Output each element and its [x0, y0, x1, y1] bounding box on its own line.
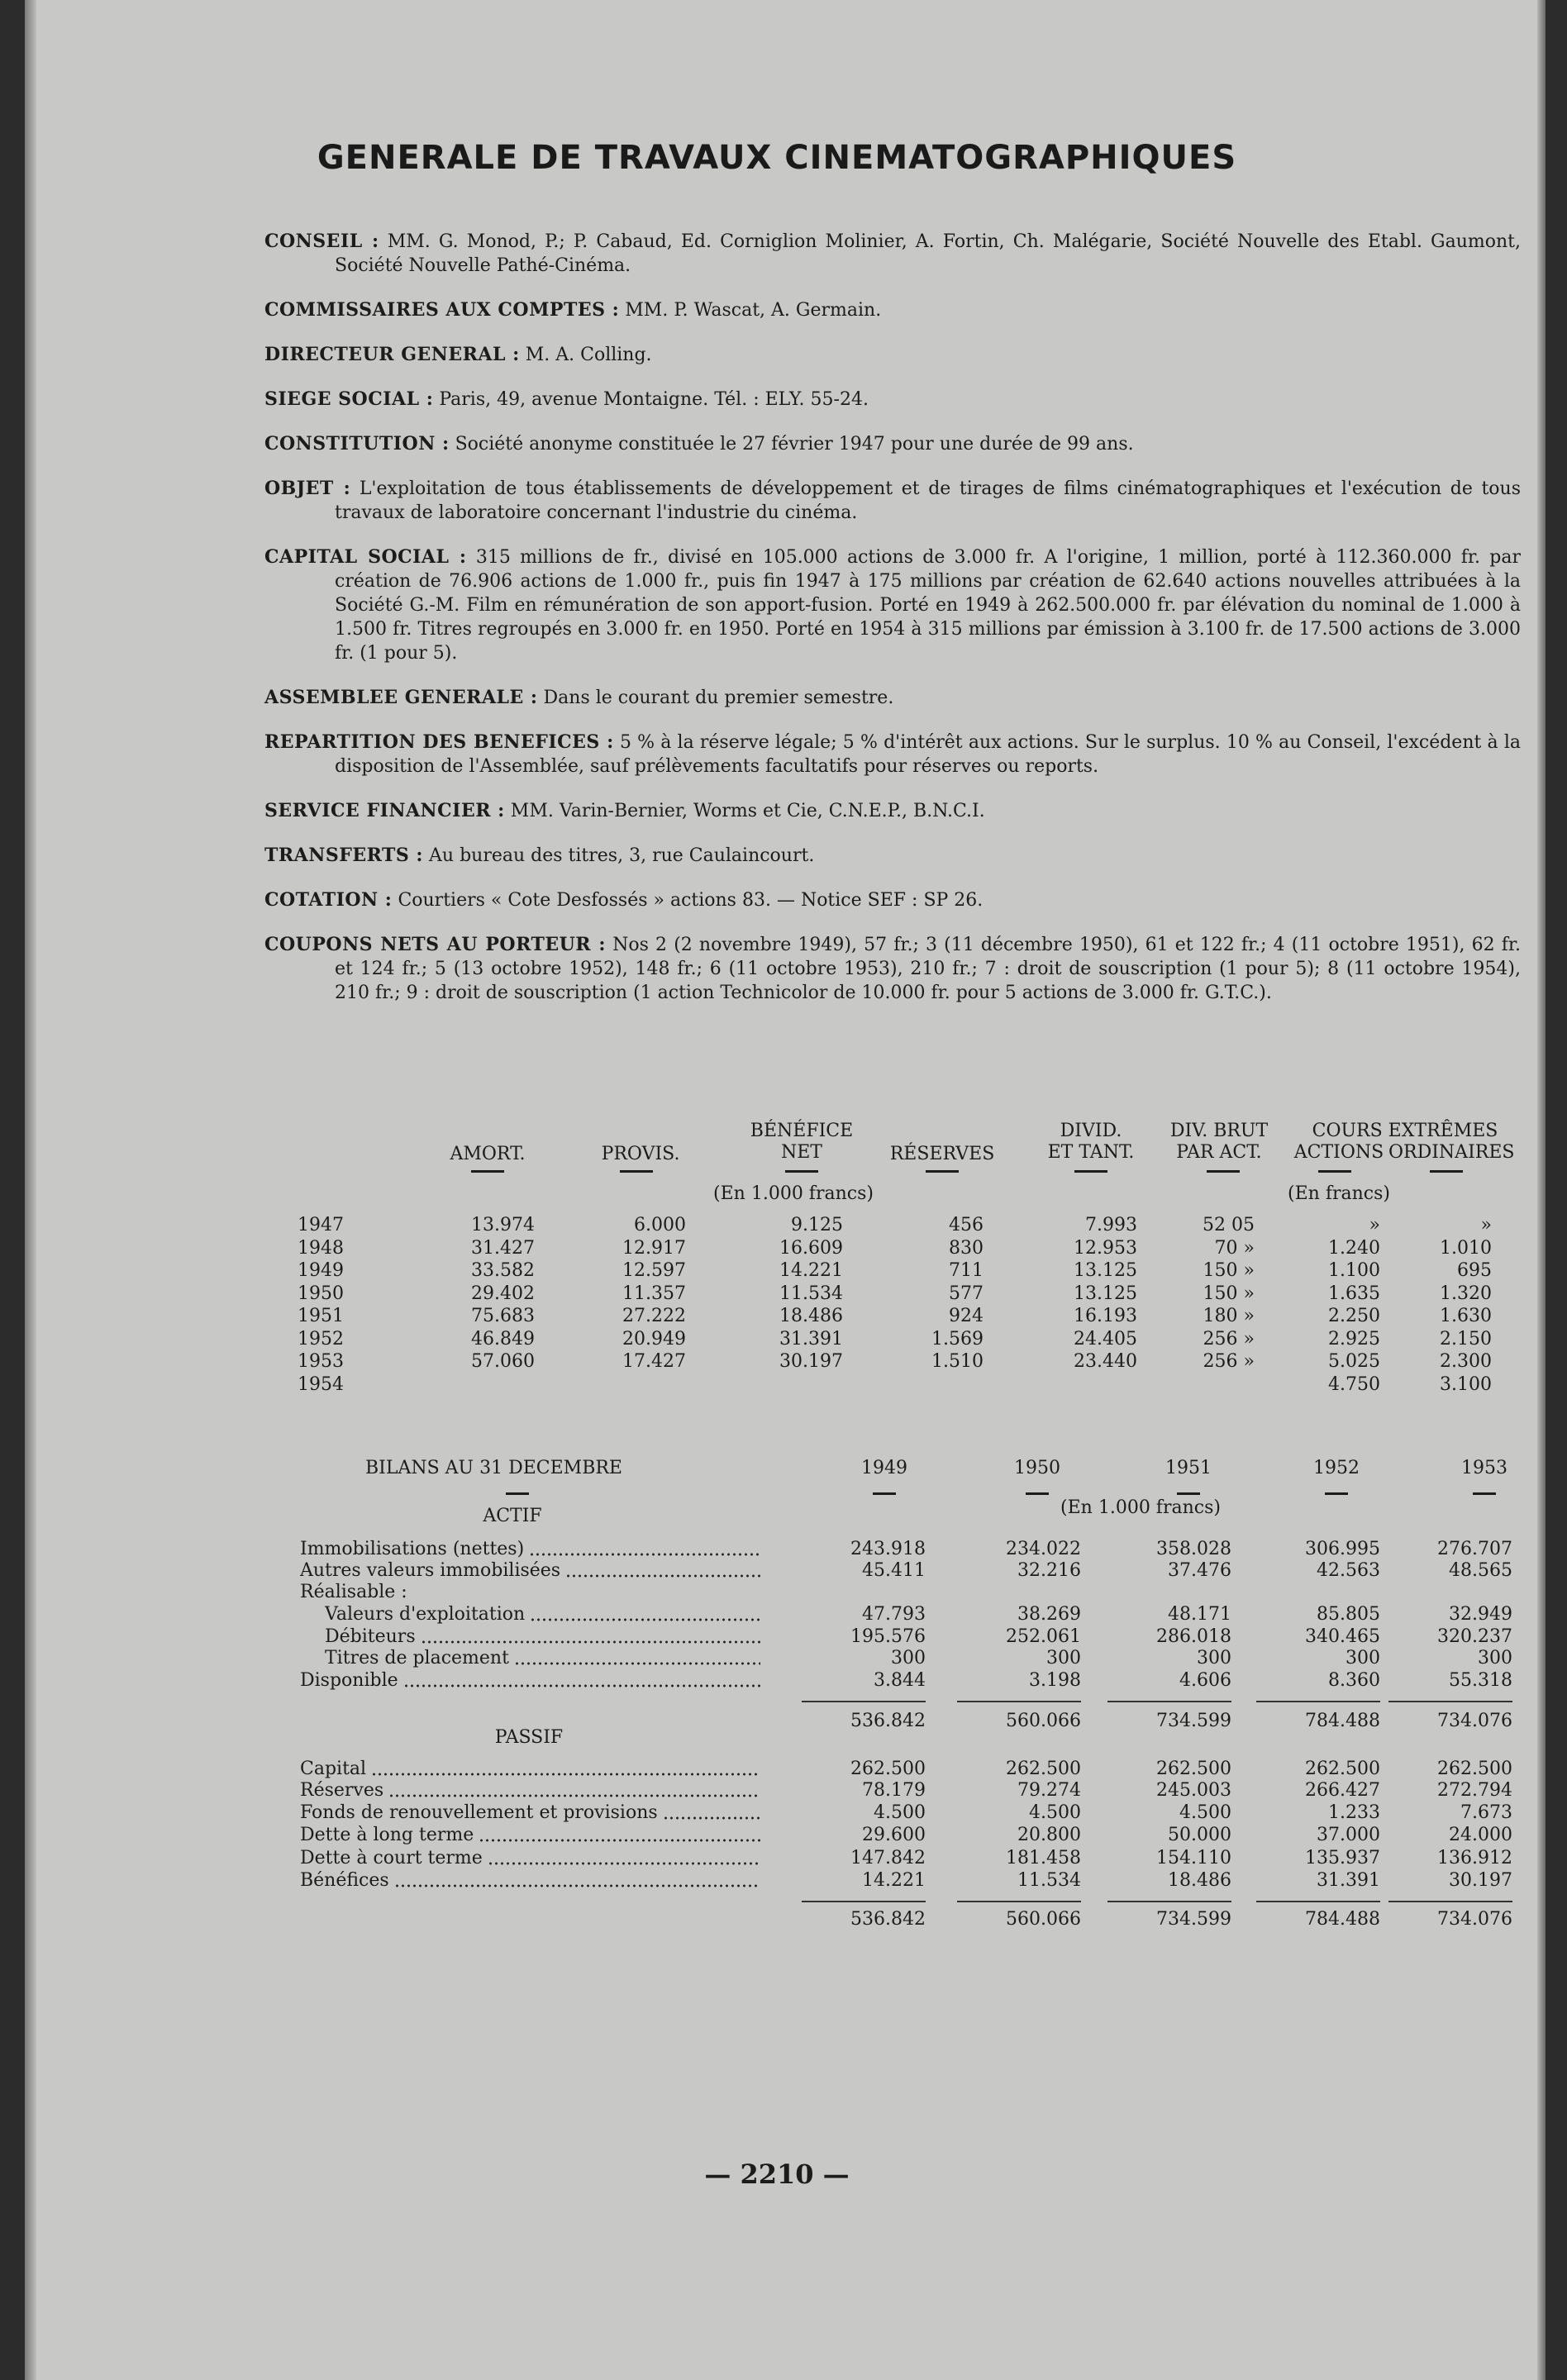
- results-cell-high: 4.750: [1328, 1373, 1380, 1395]
- entry-text: Au bureau des titres, 3, rue Caulaincourt.: [429, 845, 815, 866]
- results-cell-divbrut: 150 »: [1203, 1260, 1255, 1281]
- total-rule: [957, 1701, 1081, 1702]
- results-cell-provis: 20.949: [622, 1328, 686, 1349]
- dot-leader: [371, 1759, 760, 1780]
- bilans-cell: 32.949: [1449, 1604, 1512, 1625]
- document-page: [25, 0, 1546, 2380]
- entry-text: M. A. Colling.: [525, 345, 652, 365]
- actif-total-cell: 734.076: [1437, 1711, 1512, 1731]
- bilans-cell: 195.576: [850, 1626, 926, 1647]
- bilans-cell: 42.563: [1317, 1560, 1380, 1581]
- results-cell-low: 695: [1457, 1260, 1492, 1281]
- results-cell-divbrut: 180 »: [1203, 1306, 1255, 1326]
- bilans-cell: 262.500: [850, 1759, 926, 1779]
- underline-dash: [873, 1492, 896, 1495]
- bilans-cell: 252.061: [1006, 1626, 1081, 1647]
- header-benefice-2: NET: [781, 1142, 822, 1163]
- header-divid-1: DIVID.: [1060, 1121, 1122, 1141]
- entry-text: Courtiers « Cote Desfossés » actions 83. — Notice SEF : SP 26.: [398, 890, 984, 911]
- bilans-cell: 136.912: [1437, 1848, 1512, 1868]
- results-year: 1954: [298, 1373, 344, 1395]
- bilans-cell: 154.110: [1156, 1848, 1231, 1868]
- results-year: 1952: [298, 1328, 344, 1349]
- bilans-cell: 11.534: [1017, 1870, 1081, 1891]
- entry-label: SIEGE SOCIAL :: [264, 388, 434, 410]
- bilans-cell: 266.427: [1305, 1780, 1380, 1801]
- bilans-cell: 1.233: [1328, 1802, 1380, 1823]
- passif-total-cell: 536.842: [850, 1909, 926, 1930]
- page-left-edge: [25, 0, 36, 2380]
- results-cell-benefice: 18.486: [779, 1306, 843, 1326]
- total-rule: [1256, 1901, 1380, 1902]
- total-rule: [802, 1901, 926, 1902]
- entry-label: CAPITAL SOCIAL :: [264, 546, 467, 568]
- bilans-cell: 286.018: [1156, 1626, 1231, 1647]
- dot-leader: [388, 1780, 760, 1802]
- bilans-cell: 4.500: [1029, 1802, 1081, 1823]
- results-cell-high: 5.025: [1328, 1351, 1380, 1372]
- bilans-year: 1952: [1313, 1458, 1360, 1478]
- bilans-year: 1950: [1014, 1458, 1060, 1478]
- entry-text: 315 millions de fr., divisé en 105.000 actions de 3.000 fr. A l'origine, 1 million, porté à 112.360.000 fr. par création de 76.906 actions de 1.000 fr., puis fin 1947 à 175 millions par création de 62.640 actions nouvelles attribuées à la Société G.-M. Film en rémunération de son apport-fusion. Porté en 1949 à 262.500.000 fr. par élévation du nominal de 1.000 à 1.500 fr. Titres regroupés en 3.000 fr. en 1950. Porté en 1954 à 315 millions par émission à 3.100 fr. de 17.500 actions de 3.000 fr. (1 pour 5).: [335, 547, 1521, 664]
- bilans-unit: (En 1.000 francs): [1060, 1497, 1221, 1518]
- actif-total-cell: 560.066: [1006, 1711, 1081, 1731]
- bilans-cell: 300: [1346, 1648, 1380, 1668]
- underline-dash: [1325, 1492, 1348, 1495]
- results-cell-amort: 29.402: [471, 1283, 535, 1304]
- bilans-cell: 262.500: [1006, 1759, 1081, 1779]
- total-rule: [1256, 1701, 1380, 1702]
- results-year: 1947: [298, 1215, 344, 1235]
- bilans-cell: 340.465: [1305, 1626, 1380, 1647]
- header-benefice-1: BÉNÉFICE: [750, 1121, 854, 1141]
- bilans-cell: 181.458: [1006, 1848, 1081, 1868]
- bilans-cell: 262.500: [1156, 1759, 1231, 1779]
- bilans-cell: 243.918: [850, 1539, 926, 1559]
- results-cell-provis: 12.597: [622, 1260, 686, 1281]
- entry-text: MM. P. Wascat, A. Germain.: [625, 300, 882, 321]
- bilans-cell: 38.269: [1017, 1604, 1081, 1625]
- bilans-row-label: Dette à long terme: [300, 1825, 474, 1845]
- results-cell-divid: 24.405: [1074, 1328, 1137, 1349]
- info-entry: [264, 545, 1521, 665]
- bilans-cell: 32.216: [1017, 1560, 1081, 1581]
- underline-dash: [1430, 1170, 1463, 1173]
- info-entry: [264, 230, 1521, 278]
- passif-total-cell: 560.066: [1006, 1909, 1081, 1930]
- info-entry: [264, 933, 1521, 1005]
- entry-label: DIRECTEUR GENERAL :: [264, 344, 520, 365]
- bilans-cell: 45.411: [862, 1560, 926, 1581]
- bilans-cell: 135.937: [1305, 1848, 1380, 1868]
- results-cell-divid: 13.125: [1074, 1260, 1137, 1281]
- entry-text: Paris, 49, avenue Montaigne. Tél. : ELY. 55-24.: [439, 389, 869, 410]
- results-cell-divid: 7.993: [1085, 1215, 1137, 1235]
- bilans-cell: 4.500: [874, 1802, 926, 1823]
- bilans-year: 1949: [861, 1458, 907, 1478]
- bilans-row-label: Capital: [300, 1759, 367, 1779]
- bilans-cell: 358.028: [1156, 1539, 1231, 1559]
- results-cell-provis: 11.357: [622, 1283, 686, 1304]
- bilans-cell: 320.237: [1437, 1626, 1512, 1647]
- results-cell-amort: 57.060: [471, 1351, 535, 1372]
- header-divid-2: ET TANT.: [1047, 1142, 1135, 1163]
- dot-leader: [488, 1848, 760, 1869]
- bilans-cell: 3.844: [874, 1670, 926, 1691]
- page-title: GENERALE DE TRAVAUX CINEMATOGRAPHIQUES: [317, 139, 1237, 177]
- bilans-row-label: Autres valeurs immobilisées: [300, 1560, 561, 1581]
- results-cell-amort: 46.849: [471, 1328, 535, 1349]
- bilans-row-label: Réserves: [300, 1780, 384, 1801]
- bilans-row-label: Débiteurs: [325, 1626, 416, 1647]
- header-divbrut-2: PAR ACT.: [1176, 1142, 1262, 1163]
- bilans-cell: 300: [1046, 1648, 1081, 1668]
- results-cell-low: »: [1480, 1215, 1492, 1235]
- bilans-cell: 20.800: [1017, 1825, 1081, 1845]
- info-entry: [264, 799, 1521, 823]
- bilans-row-label: Bénéfices: [300, 1870, 389, 1891]
- underline-dash: [506, 1492, 529, 1495]
- actif-label: ACTIF: [483, 1506, 542, 1526]
- bilans-cell: 272.794: [1437, 1780, 1512, 1801]
- total-rule: [1388, 1701, 1512, 1702]
- bilans-row-label: Dette à court terme: [300, 1848, 483, 1868]
- bilans-cell: 234.022: [1006, 1539, 1081, 1559]
- header-cours-1: COURS EXTRÊMES: [1312, 1121, 1498, 1141]
- bilans-cell: 30.197: [1449, 1870, 1512, 1891]
- bilans-cell: 147.842: [850, 1848, 926, 1868]
- bilans-cell: 300: [1478, 1648, 1512, 1668]
- underline-dash: [1026, 1492, 1049, 1495]
- bilans-cell: 31.391: [1317, 1870, 1380, 1891]
- bilans-cell: 276.707: [1437, 1539, 1512, 1559]
- entry-text: Nos 2 (2 novembre 1949), 57 fr.; 3 (11 décembre 1950), 61 et 122 fr.; 4 (11 octobre 1951), 62 fr. et 124 fr.; 5 (13 octobre 1952), 148 fr.; 6 (11 octobre 1953), 210 fr.; 7 : droit de souscription (1 pour 5); 8 (11 octobre 1954), 210 fr.; 9 : droit de souscription (1 action Technicolor de 10.000 fr. pour 5 actions de 3.000 fr. G.T.C.).: [335, 935, 1521, 1003]
- results-cell-provis: 27.222: [622, 1306, 686, 1326]
- passif-total-cell: 734.076: [1437, 1909, 1512, 1930]
- bilans-cell: 245.003: [1156, 1780, 1231, 1801]
- results-cell-reserves: 924: [949, 1306, 984, 1326]
- unit-francs: (En francs): [1288, 1183, 1390, 1204]
- results-cell-low: 2.300: [1440, 1351, 1492, 1372]
- dot-leader: [663, 1802, 760, 1824]
- total-rule: [957, 1901, 1081, 1902]
- results-cell-reserves: 1.569: [931, 1328, 984, 1349]
- entry-label: TRANSFERTS :: [264, 845, 424, 866]
- dot-leader: [565, 1560, 760, 1582]
- header-divbrut-1: DIV. BRUT: [1169, 1121, 1269, 1141]
- underline-dash: [785, 1170, 818, 1173]
- entry-text: L'exploitation de tous établissements de développement et de tirages de films cinématographiques et l'exécution de tous travaux de laboratoire concernant l'industrie du cinéma.: [335, 478, 1521, 523]
- entry-label: REPARTITION DES BENEFICES :: [264, 731, 614, 753]
- info-entry: [264, 477, 1521, 525]
- results-cell-reserves: 577: [949, 1283, 984, 1304]
- page-number: — 2210 —: [704, 2159, 850, 2190]
- results-cell-low: 1.320: [1440, 1283, 1492, 1304]
- info-entry: [264, 686, 1521, 710]
- bilans-cell: 14.221: [862, 1870, 926, 1891]
- bilans-cell: 29.600: [862, 1825, 926, 1845]
- results-cell-high: 2.250: [1328, 1306, 1380, 1326]
- info-entry: [264, 844, 1521, 868]
- results-cell-benefice: 11.534: [779, 1283, 843, 1304]
- header-cours-3: ORDINAIRES: [1388, 1142, 1515, 1163]
- entry-text: Dans le courant du premier semestre.: [543, 688, 894, 708]
- results-cell-low: 2.150: [1440, 1328, 1492, 1349]
- entry-label: COTATION :: [264, 889, 393, 911]
- unit-thousands: (En 1.000 francs): [713, 1183, 874, 1204]
- results-cell-divid: 23.440: [1074, 1351, 1137, 1372]
- results-cell-divid: 16.193: [1074, 1306, 1137, 1326]
- header-reserves: RÉSERVES: [889, 1144, 995, 1164]
- bilans-cell: 262.500: [1437, 1759, 1512, 1779]
- results-cell-divid: 12.953: [1074, 1237, 1137, 1259]
- actif-total-cell: 536.842: [850, 1711, 926, 1731]
- results-cell-high: 1.240: [1328, 1237, 1380, 1259]
- info-entry: [264, 731, 1521, 778]
- results-cell-reserves: 830: [949, 1237, 984, 1259]
- bilans-year: 1951: [1165, 1458, 1212, 1478]
- bilans-cell: 37.476: [1168, 1560, 1231, 1581]
- bilans-title: BILANS AU 31 DECEMBRE: [365, 1458, 622, 1478]
- bilans-row-label: Titres de placement: [325, 1648, 509, 1668]
- results-cell-amort: 13.974: [471, 1215, 535, 1235]
- bilans-cell: 50.000: [1168, 1825, 1231, 1845]
- underline-dash: [926, 1170, 959, 1173]
- entry-text: MM. G. Monod, P.; P. Cabaud, Ed. Corniglion Molinier, A. Fortin, Ch. Malégarie, Société Nouvelle des Etabl. Gaumont, Société Nouvelle Pathé-Cinéma.: [335, 231, 1522, 276]
- results-cell-provis: 12.917: [622, 1237, 686, 1259]
- results-cell-divbrut: 150 »: [1203, 1283, 1255, 1304]
- results-cell-divbrut: 256 »: [1203, 1328, 1255, 1349]
- actif-total-cell: 734.599: [1156, 1711, 1231, 1731]
- results-cell-divbrut: 52 05: [1203, 1215, 1255, 1235]
- dot-leader: [479, 1825, 760, 1846]
- header-provis: PROVIS.: [601, 1144, 680, 1164]
- bilans-cell: 85.805: [1317, 1604, 1380, 1625]
- entry-label: COMMISSAIRES AUX COMPTES :: [264, 299, 620, 321]
- entry-text: MM. Varin-Bernier, Worms et Cie, C.N.E.P., B.N.C.I.: [510, 801, 985, 821]
- bilans-row-label: Immobilisations (nettes): [300, 1539, 525, 1559]
- passif-total-cell: 734.599: [1156, 1909, 1231, 1930]
- bilans-cell: 300: [891, 1648, 926, 1668]
- underline-dash: [620, 1170, 653, 1173]
- entry-label: ASSEMBLEE GENERALE :: [264, 687, 538, 708]
- entry-label: SERVICE FINANCIER :: [264, 800, 505, 821]
- results-cell-provis: 6.000: [634, 1215, 686, 1235]
- bilans-row-label: Réalisable :: [300, 1582, 407, 1602]
- bilans-cell: 7.673: [1460, 1802, 1512, 1823]
- entry-label: CONSTITUTION :: [264, 433, 450, 455]
- entry-text: Société anonyme constituée le 27 février 1947 pour une durée de 99 ans.: [455, 434, 1134, 455]
- results-cell-provis: 17.427: [622, 1351, 686, 1372]
- bilans-cell: 3.198: [1029, 1670, 1081, 1691]
- results-cell-reserves: 711: [949, 1260, 984, 1281]
- results-cell-amort: 75.683: [471, 1306, 535, 1326]
- underline-dash: [471, 1170, 504, 1173]
- bilans-row-label: Disponible: [300, 1670, 398, 1691]
- header-cours-2: ACTIONS: [1293, 1142, 1384, 1163]
- results-cell-reserves: 456: [949, 1215, 984, 1235]
- entry-label: OBJET :: [264, 478, 351, 499]
- results-cell-divbrut: 256 »: [1203, 1351, 1255, 1372]
- info-entry: [264, 298, 1521, 322]
- underline-dash: [1318, 1170, 1351, 1173]
- info-entry: [264, 432, 1521, 456]
- results-cell-divid: 13.125: [1074, 1283, 1137, 1304]
- underline-dash: [1207, 1170, 1240, 1173]
- underline-dash: [1473, 1492, 1496, 1495]
- page-right-edge: [1537, 0, 1546, 2380]
- bilans-cell: 300: [1197, 1648, 1231, 1668]
- dot-leader: [530, 1604, 760, 1626]
- results-cell-reserves: 1.510: [931, 1351, 984, 1372]
- bilans-cell: 37.000: [1317, 1825, 1380, 1845]
- results-cell-high: 1.100: [1328, 1260, 1380, 1281]
- results-year: 1953: [298, 1351, 344, 1372]
- results-year: 1951: [298, 1306, 344, 1326]
- dot-leader: [394, 1870, 760, 1892]
- results-cell-benefice: 14.221: [779, 1260, 843, 1281]
- company-info-entries: [264, 230, 1521, 1026]
- info-entry: [264, 388, 1521, 412]
- bilans-cell: 78.179: [862, 1780, 926, 1801]
- entry-label: COUPONS NETS AU PORTEUR :: [264, 934, 606, 955]
- header-amort: AMORT.: [450, 1144, 526, 1164]
- bilans-cell: 47.793: [862, 1604, 926, 1625]
- bilans-row-label: Fonds de renouvellement et provisions: [300, 1802, 658, 1823]
- actif-total-cell: 784.488: [1305, 1711, 1380, 1731]
- results-cell-high: 2.925: [1328, 1328, 1380, 1349]
- results-year: 1949: [298, 1260, 344, 1281]
- bilans-cell: 55.318: [1449, 1670, 1512, 1691]
- bilans-cell: 4.606: [1179, 1670, 1231, 1691]
- passif-total-cell: 784.488: [1305, 1909, 1380, 1930]
- info-entry: [264, 888, 1521, 912]
- results-cell-benefice: 9.125: [791, 1215, 843, 1235]
- results-year: 1948: [298, 1237, 344, 1259]
- total-rule: [1107, 1701, 1231, 1702]
- results-cell-benefice: 30.197: [779, 1351, 843, 1372]
- underline-dash: [1074, 1170, 1107, 1173]
- dot-leader: [529, 1539, 760, 1560]
- bilans-cell: 79.274: [1017, 1780, 1081, 1801]
- bilans-cell: 24.000: [1449, 1825, 1512, 1845]
- underline-dash: [1177, 1492, 1200, 1495]
- entry-text: 5 % à la réserve légale; 5 % d'intérêt aux actions. Sur le surplus. 10 % au Conseil, l'excédent à la disposition de l'Assemblée, sauf prélèvements facultatifs pour réserves ou reports.: [335, 732, 1521, 777]
- results-cell-divbrut: 70 »: [1214, 1237, 1255, 1259]
- results-year: 1950: [298, 1283, 344, 1304]
- bilans-row-label: Valeurs d'exploitation: [325, 1604, 526, 1625]
- bilans-cell: 48.171: [1168, 1604, 1231, 1625]
- dot-leader: [403, 1670, 760, 1692]
- total-rule: [1107, 1901, 1231, 1902]
- bilans-year: 1953: [1461, 1458, 1507, 1478]
- dot-leader: [421, 1626, 760, 1648]
- entry-label: CONSEIL :: [264, 231, 379, 252]
- total-rule: [1388, 1901, 1512, 1902]
- bilans-cell: 48.565: [1449, 1560, 1512, 1581]
- results-cell-low: 3.100: [1440, 1373, 1492, 1395]
- results-cell-high: 1.635: [1328, 1283, 1380, 1304]
- results-cell-high: »: [1369, 1215, 1380, 1235]
- dot-leader: [514, 1648, 760, 1669]
- results-cell-benefice: 16.609: [779, 1237, 843, 1259]
- results-cell-benefice: 31.391: [779, 1328, 843, 1349]
- results-cell-amort: 33.582: [471, 1260, 535, 1281]
- results-cell-low: 1.630: [1440, 1306, 1492, 1326]
- total-rule: [802, 1701, 926, 1702]
- bilans-cell: 262.500: [1305, 1759, 1380, 1779]
- info-entry: [264, 343, 1521, 367]
- bilans-cell: 306.995: [1305, 1539, 1380, 1559]
- results-cell-amort: 31.427: [471, 1237, 535, 1259]
- bilans-cell: 8.360: [1328, 1670, 1380, 1691]
- bilans-cell: 4.500: [1179, 1802, 1231, 1823]
- bilans-cell: 18.486: [1168, 1870, 1231, 1891]
- passif-label: PASSIF: [494, 1727, 564, 1748]
- results-cell-low: 1.010: [1440, 1237, 1492, 1259]
